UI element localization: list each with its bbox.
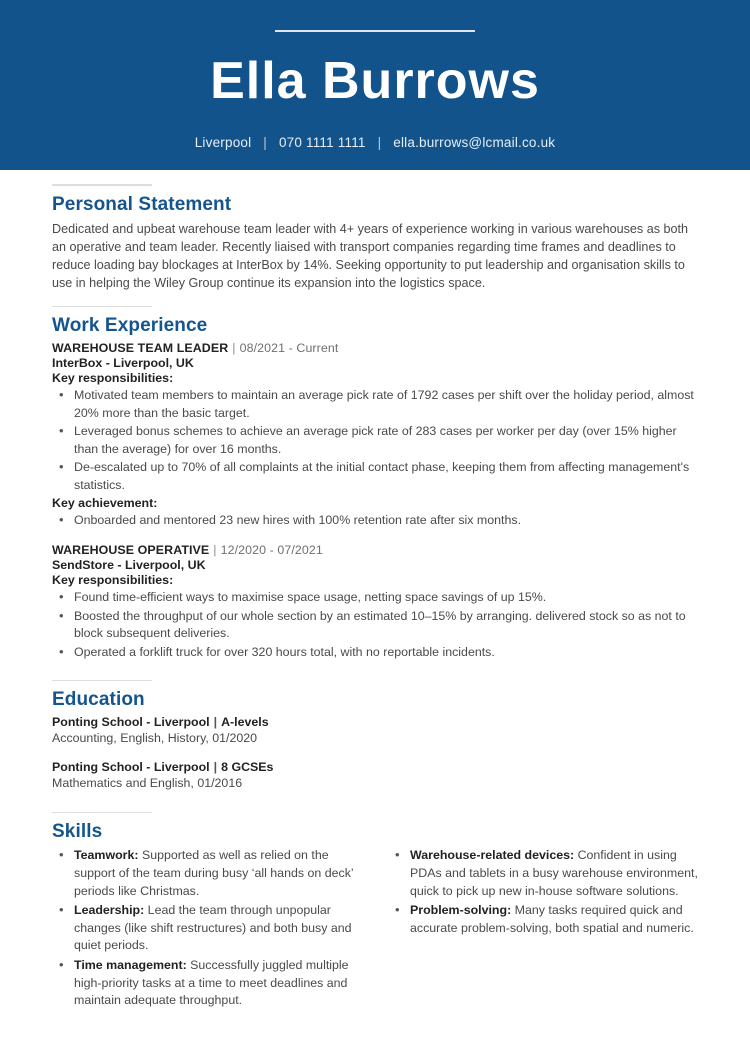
- contact-phone[interactable]: 070 1111 1111: [278, 134, 366, 150]
- contact-separator-1: |: [263, 134, 267, 150]
- contact-location: Liverpool: [194, 134, 252, 150]
- skill-name: Teamwork:: [74, 848, 139, 863]
- skills-columns: [52, 847, 698, 1011]
- section-divider-rule: [52, 184, 152, 186]
- skills-list-left: [52, 847, 362, 1009]
- job-responsibilities-label: Key responsibilities:: [52, 573, 174, 588]
- list-item: [52, 902, 362, 955]
- job-title-line: [52, 341, 698, 355]
- education-separator: |: [213, 759, 218, 774]
- list-item: • Leveraged bonus schemes to achieve an average pick rate of 283 cases per worker per day (over 15% higher than the average) for over 16 months.: [52, 423, 698, 458]
- education-entry: [52, 715, 698, 747]
- header-divider-rule: [275, 30, 475, 32]
- job-achievement-label: Key achievement:: [52, 495, 158, 510]
- education-details: Accounting, English, History, 01/2020: [52, 731, 258, 746]
- section-divider-rule: [52, 812, 152, 814]
- skill-name: Time management:: [74, 958, 187, 973]
- job-organisation: InterBox - Liverpool, UK: [52, 356, 194, 370]
- skill-description: Many tasks required quick and accurate problem-solving, both spatial and numeric.: [410, 903, 694, 935]
- job-title: WAREHOUSE OPERATIVE: [52, 543, 210, 558]
- job-title-line: [52, 543, 698, 557]
- skill-name: Leadership:: [74, 903, 145, 918]
- section-work-experience: [52, 306, 698, 662]
- skill-name: Warehouse-related devices:: [410, 848, 575, 863]
- section-title-skills: Skills: [52, 821, 103, 843]
- job-responsibilities-list: [52, 387, 698, 495]
- education-school: Ponting School - Liverpool: [52, 759, 210, 774]
- job-separator: |: [232, 341, 236, 355]
- list-item: • Found time-efficient ways to maximise space usage, netting space savings of up 15%.: [52, 589, 698, 607]
- section-title-work-experience: Work Experience: [52, 315, 208, 336]
- list-item: [52, 847, 362, 900]
- education-separator: |: [213, 715, 218, 730]
- education-head-line: [52, 760, 698, 774]
- section-divider-rule: [52, 680, 152, 682]
- skills-list-right: [388, 847, 698, 937]
- education-qualification: A-levels: [221, 715, 269, 730]
- education-details: Mathematics and English, 01/2016: [52, 775, 243, 790]
- section-personal-statement: [52, 184, 698, 292]
- list-item: [388, 847, 698, 900]
- skill-description: Supported as well as relied on the support of the team during busy ‘all hands on deck’ periods like Christmas.: [74, 848, 354, 898]
- resume-header: [0, 0, 750, 170]
- job-dates: 08/2021 - Current: [239, 341, 339, 355]
- job-organisation: SendStore - Liverpool, UK: [52, 558, 206, 573]
- list-item: • De-escalated up to 70% of all complaints at the initial contact phase, keeping them from affecting management's statistics.: [52, 459, 698, 494]
- contact-email[interactable]: ella.burrows@lcmail.co.uk: [393, 134, 556, 150]
- job-separator: |: [213, 543, 217, 558]
- list-item: • Boosted the throughput of our whole section by an estimated 10–15% by arranging. delivered stock so as not to block subsequent deliveries.: [52, 608, 698, 643]
- candidate-name: Ella Burrows: [210, 52, 540, 110]
- personal-statement-text: Dedicated and upbeat warehouse team leader with 4+ years of experience working in various warehouses as both an operative and team leader. Recently liaised with transport companies regarding time frames and deadlines to reduce loading bay blockages at InterBox by 14%. Seeking opportunity to put leadership and organisation skills to use in helping the Wiley Group continue its expansion into the logistics space.: [52, 221, 689, 290]
- list-item: • Operated a forklift truck for over 320 hours total, with no reportable incidents.: [52, 644, 698, 662]
- section-education: [52, 680, 698, 792]
- section-divider-rule: [52, 306, 152, 308]
- section-skills: [52, 812, 698, 1012]
- skills-column-left: [52, 847, 362, 1011]
- skills-column-right: [388, 847, 698, 1011]
- job-entry: [52, 341, 698, 529]
- skill-description: Confident in using PDAs and tablets in a busy warehouse environment, quick to pick up new in-house software solutions.: [410, 848, 698, 898]
- skill-name: Problem-solving:: [410, 903, 512, 918]
- education-entry: [52, 760, 698, 792]
- contact-line: [0, 135, 750, 150]
- list-item: • Motivated team members to maintain an average pick rate of 1792 cases per shift over the holiday period, almost 20% more than the basic target.: [52, 387, 698, 422]
- job-dates: 12/2020 - 07/2021: [220, 543, 323, 558]
- education-qualification: 8 GCSEs: [221, 759, 274, 774]
- list-item: • Onboarded and mentored 23 new hires with 100% retention rate after six months.: [52, 512, 698, 530]
- section-title-personal-statement: Personal Statement: [52, 193, 232, 215]
- job-achievements-list: [52, 512, 698, 530]
- contact-separator-2: |: [377, 134, 382, 150]
- job-entry: [52, 543, 698, 661]
- education-school: Ponting School - Liverpool: [52, 715, 210, 730]
- education-head-line: [52, 715, 698, 729]
- resume-body: [0, 184, 750, 1012]
- list-item: [388, 902, 698, 937]
- job-responsibilities-label: Key responsibilities:: [52, 371, 174, 385]
- skill-description: Successfully juggled multiple high-priority tasks at a time to meet deadlines and maintain adequate throughput.: [74, 958, 349, 1008]
- skill-description: Lead the team through unpopular changes (like shift restructures) and both busy and quiet periods.: [74, 903, 352, 953]
- job-responsibilities-list: [52, 589, 698, 661]
- list-item: [52, 957, 362, 1010]
- section-title-education: Education: [52, 689, 145, 711]
- job-title: WAREHOUSE TEAM LEADER: [52, 341, 229, 355]
